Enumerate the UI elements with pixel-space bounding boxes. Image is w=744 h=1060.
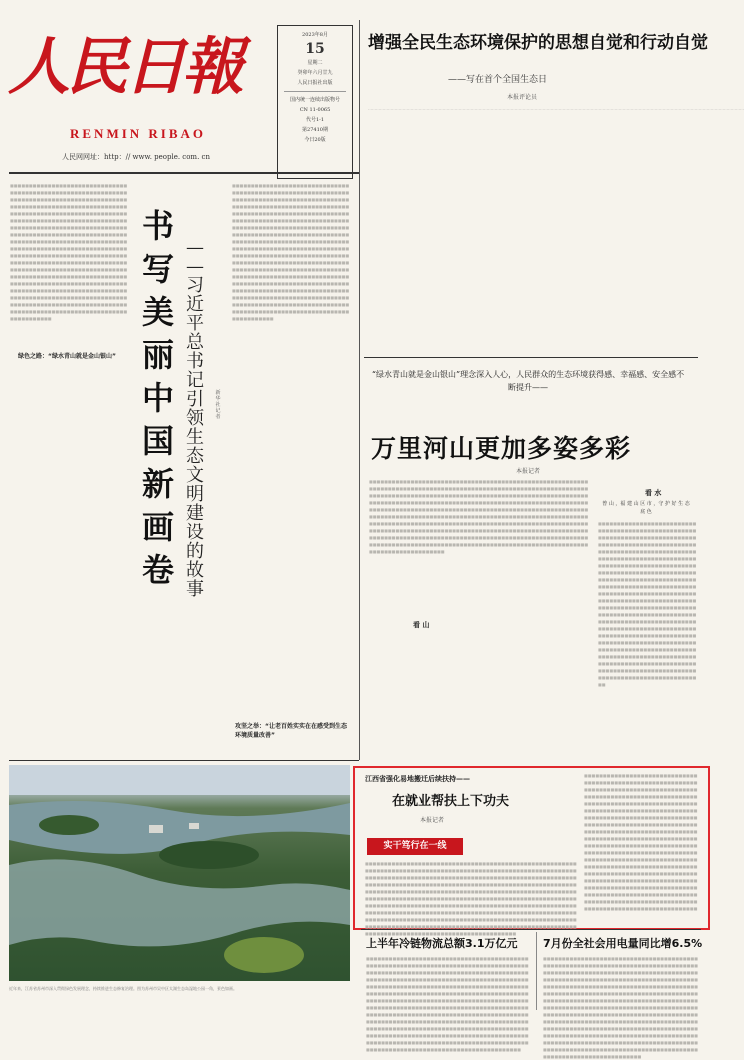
byline-char: 新 — [215, 390, 221, 396]
website-url: 人民网网址：http：// www. people. com. cn — [62, 153, 210, 161]
subtitle-char: 引 — [186, 389, 204, 410]
date-day: 15 — [305, 41, 325, 57]
subtitle-char: — — [186, 256, 204, 277]
subtitle-char: 事 — [186, 579, 204, 600]
article1-subtitle: ——写在首个全国生态日 — [448, 75, 548, 85]
date-code1: 国内统一连续出版物号 — [289, 97, 340, 103]
bottom-right-title: 7月份全社会用电量同比增6.5% — [543, 937, 703, 950]
byline-char: 者 — [215, 414, 221, 420]
title-char: 中 — [141, 379, 174, 417]
date-weekday: 星期二 — [307, 60, 323, 66]
title-char: 丽 — [141, 336, 174, 374]
photo-caption: 近年来，江苏省苏州市深入贯彻绿色发展理念，持续推进生态修复治理。图为苏州市吴中区太湖生态岛湿地公园一角，景色如画。 — [9, 986, 237, 991]
bottom-divider — [536, 932, 537, 1010]
article3-box-title: 看 水 — [645, 489, 662, 497]
subtitle-char: 平 — [186, 313, 204, 334]
column-divider — [359, 20, 360, 760]
subtitle-char: 习 — [186, 275, 204, 296]
bottom-right-body: ■■■■■■■■■■■■■■■■■■■■■■■■■■■■■■■■■■■■■■■■■■■■■■■■■■■■■■■■■■■■■■■■■■■■■■■■■■■■■■■■■■■■■■■■■■■■■■■■■■■■■■■■■■■■■■■■■■■■■■■■■■■■■■■■■■■■■■■■■■■■■■■■■■■■■■■■■■■■■■■■■■■■■■■■■■■■■■■■■■■■■■■■■■■■■■■■■■■■■■■■■■■■■■■■■■■■■■■■■■■■■■■■■■■■■■■■■■■■■■■■■■■■■■■■■■■■■■■■■■■■■■■■■■■■■■■■■■■■■■■■■■■■■■■■■■■■■■■■■■■■■■■■■■■■■■■■■■■■■■■■■■■■■■■■■■■■■■■■■■■■■■■■■■■■■■■■■■■■■■■■■■■■■■■■■■■■■■■■■■■■■■■■■■■■■■■■■■■■■■■■■■■■■■■■■■■■■■■■■■■■■■■■■■■■■■■■■■■■■■■■■■■■■■■■■■■■■■■■■■■■■■■■■■■■■■■■■■■■■■■■■■■■■■■■■■■■■■■■■■■■■■■■■■■■■■■■■■■■■■■■■■■■■■■■■■■■■■■■■■■■■■■■■■■■■■■■■■■■■■■■■■■■■■■■■■■■■■■■■■■■■■■■■■■■■■■■■■■■■■■■ — [543, 956, 698, 1059]
top-rule — [9, 172, 359, 174]
article3-box-body: ■■■■■■■■■■■■■■■■■■■■■■■■■■■■■■■■■■■■■■■■■■■■■■■■■■■■■■■■■■■■■■■■■■■■■■■■■■■■■■■■■■■■■■■■■■■■■■■■■■■■■■■■■■■■■■■■■■■■■■■■■■■■■■■■■■■■■■■■■■■■■■■■■■■■■■■■■■■■■■■■■■■■■■■■■■■■■■■■■■■■■■■■■■■■■■■■■■■■■■■■■■■■■■■■■■■■■■■■■■■■■■■■■■■■■■■■■■■■■■■■■■■■■■■■■■■■■■■■■■■■■■■■■■■■■■■■■■■■■■■■■■■■■■■■■■■■■■■■■■■■■■■■■■■■■■■■■■■■■■■■■■■■■■■■■■■■■■■■■■■■■■■■■■■■■■■■■■■■■■■■■■■■■■■■■■■■■■■■■■■■■■■■■■■■■■■■■■■■■■■■■■■■■■■■■■■■■■■■■■■■■■■■■■■■■■■■■■■■■■■■■■■■■■■■■■■■■■■■■■■■■■■■■■■■■■■■■■■■■■■■■■■■■■■■■■■■■■■■■■■■■■■■■■■■■■■■■■■■■■■■■■■■■■■■■■■■■■■■■■■■■■■■■■■■■■■■■■■■■■■■■■■■■■■■■■■■■■■■■■■■■■■■■■■■■■■■■■■■■■■■ — [598, 521, 697, 687]
article1-byline: 本报评论员 — [507, 94, 538, 101]
byline-char: 记 — [215, 408, 221, 414]
title-char: 卷 — [141, 551, 174, 589]
article3-sidebar-title: 看 山 — [413, 621, 430, 629]
article2-subtitle — [183, 238, 207, 599]
bottom-rule — [361, 929, 701, 930]
article1-rule — [364, 357, 698, 358]
article3-body: ■■■■■■■■■■■■■■■■■■■■■■■■■■■■■■■■■■■■■■■■■■■■■■■■■■■■■■■■■■■■■■■■■■■■■■■■■■■■■■■■■■■■■■■■■■■■■■■■■■■■■■■■■■■■■■■■■■■■■■■■■■■■■■■■■■■■■■■■■■■■■■■■■■■■■■■■■■■■■■■■■■■■■■■■■■■■■■■■■■■■■■■■■■■■■■■■■■■■■■■■■■■■■■■■■■■■■■■■■■■■■■■■■■■■■■■■■■■■■■■■■■■■■■■■■■■■■■■■■■■■■■■■■■■■■■■■■■■■■■■■■■■■■■■■■■■■■■■■■■■■■■■■■■■■■■■■■■■■■■■■■■■■■■■■■■■■■■■■■■■■■■■■■■■■■■■■■■■■■■■■■■■■■■■■■■■■■■■■■■■■■■■■■■■■■■■■■■■■■■■■■■■■■■■■■■■■■■■■■■■■■■■■■■■■■■■■■■■■■■■■■■■■■■■■■■■■■■■■■■■■■■■■■■■■■■■■■■■■■■■■■■■■■■■■■■■■■■■■■■■■■■■■■■■■■■■■■■■■■■■■■■■■■■■■■■■■■■■■■■■■■■■■■■■■■■■■■■■■■■■■■■■■■■■■■■■■■■■■■■■■■■■■■■■■■■■■■■■■■■■■ — [369, 479, 589, 554]
title-char: 画 — [141, 508, 174, 546]
subtitle-char: 明 — [186, 484, 204, 505]
subtitle-char: 设 — [186, 522, 204, 543]
date-publisher: 人民日报社出版 — [297, 80, 333, 86]
bottom-left-title: 上半年冷链物流总额3.1万亿元 — [366, 937, 518, 950]
byline-char: 社 — [215, 402, 221, 408]
subtitle-char: 生 — [186, 427, 204, 448]
masthead-logo: 人民日報 — [8, 30, 241, 103]
date-box — [277, 25, 353, 179]
subtitle-char: 故 — [186, 560, 204, 581]
article2-title — [138, 205, 178, 592]
article3-box-subtitle: 曾 山 ，福 建 山 区 市 ，守 护 好 生 态 底 色 — [602, 501, 690, 515]
date-code2: CN 11-0065 — [299, 107, 331, 113]
article2-rule — [9, 760, 359, 761]
article4-body: ■■■■■■■■■■■■■■■■■■■■■■■■■■■■■■■■■■■■■■■■■■■■■■■■■■■■■■■■■■■■■■■■■■■■■■■■■■■■■■■■■■■■■■■■■■■■■■■■■■■■■■■■■■■■■■■■■■■■■■■■■■■■■■■■■■■■■■■■■■■■■■■■■■■■■■■■■■■■■■■■■■■■■■■■■■■■■■■■■■■■■■■■■■■■■■■■■■■■■■■■■■■■■■■■■■■■■■■■■■■■■■■■■■■■■■■■■■■■■■■■■■■■■■■■■■■■■■■■■■■■■■■■■■■■■■■■■■■■■■■■■■■■■■■■■■■■■■■■■■■■■■■■■■■■■■■■■■■■■■■■■■■■■■■■■■■■■■■■■■■■■■■■■■■■■■■■■■■■■■■■■■■■■■■■■■■■■■■■■■■■■■■■■■■■■■■■■■■■■■■■■■■■■■■■■■■■■■■■■■■■■■■■■■■■■■■■■■■■■■■■■■■■■■■■■■■■■■■■■■■■■■■■■■■■■■■■■■■■■■■■■■■■■■■■■■■■■■■■■■■■■■■■■■■■■■■■■■■■■■■■■■■■■■■■■■■■■■■■■■■■■■■■■■■■■■■■■■■■■■■■■■■■■■■■■■■■■■■■■■■■■■■■■■■■■■■■■■■■■■■■ — [365, 861, 577, 936]
article3-title: 万里河山更加多姿多彩 — [371, 434, 632, 463]
date-issue-no: 第27410期 — [302, 127, 328, 133]
article4-byline: 本报记者 — [420, 817, 445, 824]
title-char: 新 — [141, 465, 174, 503]
title-char: 国 — [141, 422, 174, 460]
subtitle-char: 领 — [186, 408, 204, 429]
subtitle-char: 态 — [186, 446, 204, 467]
article2-body-col2: ■■■■■■■■■■■■■■■■■■■■■■■■■■■■■■■■■■■■■■■■■■■■■■■■■■■■■■■■■■■■■■■■■■■■■■■■■■■■■■■■■■■■■■■■■■■■■■■■■■■■■■■■■■■■■■■■■■■■■■■■■■■■■■■■■■■■■■■■■■■■■■■■■■■■■■■■■■■■■■■■■■■■■■■■■■■■■■■■■■■■■■■■■■■■■■■■■■■■■■■■■■■■■■■■■■■■■■■■■■■■■■■■■■■■■■■■■■■■■■■■■■■■■■■■■■■■■■■■■■■■■■■■■■■■■■■■■■■■■■■■■■■■■■■■■■■■■■■■■■■■■■■■■■■■■■■■■■■■■■■■■■■■■■■■■■■■■■■■■■■■■■■■■■■■■■■■■■■■■■■■■■■■■■■■■■■■■■■■■■■■■■■■■■■■■■■■■■■■■■■■■■■■■■■■■■■■■■■■■■■■■■■■■■■■■■■■■■■■■■■■■■■■■■■■■■■■■■■■■■■■■■■■■■■■■■■■■■■■■■■■■■■■■■■■■■■■■■■■■■■■■■■■■■■■■■■■■■■■■■■■■■■■■■■■■■■■■■■■■■■■■■■■■■■■■■■■■■■■■■■■■■■■■■■■■■■■■■■■■■■■■■■■■■■■■■■■■■■■■■■■ — [232, 183, 350, 321]
byline-char: 华 — [215, 396, 221, 402]
subtitle-char: — — [186, 237, 204, 258]
date-year-month: 2023年8月 — [302, 32, 328, 38]
title-char: 美 — [141, 293, 174, 331]
title-char: 写 — [141, 250, 174, 288]
date-pages: 今日20版 — [304, 137, 326, 143]
wetland-photo — [9, 765, 350, 981]
subtitle-char: 书 — [186, 351, 204, 372]
article4-label: 实干笃行在一线 — [367, 838, 463, 855]
subtitle-char: 文 — [186, 465, 204, 486]
subtitle-char: 近 — [186, 294, 204, 315]
article3-byline: 本报记者 — [516, 468, 541, 475]
subtitle-char: 的 — [186, 541, 204, 562]
article1-body: ………………………………………………………………………………………………………………………………………………………………………………………………………………………………………………………… — [368, 106, 744, 111]
article4-title: 在就业帮扶上下功夫 — [392, 794, 510, 809]
title-char: 书 — [141, 207, 174, 245]
article4-body-col2: ■■■■■■■■■■■■■■■■■■■■■■■■■■■■■■■■■■■■■■■■■■■■■■■■■■■■■■■■■■■■■■■■■■■■■■■■■■■■■■■■■■■■■■■■■■■■■■■■■■■■■■■■■■■■■■■■■■■■■■■■■■■■■■■■■■■■■■■■■■■■■■■■■■■■■■■■■■■■■■■■■■■■■■■■■■■■■■■■■■■■■■■■■■■■■■■■■■■■■■■■■■■■■■■■■■■■■■■■■■■■■■■■■■■■■■■■■■■■■■■■■■■■■■■■■■■■■■■■■■■■■■■■■■■■■■■■■■■■■■■■■■■■■■■■■■■■■■■■■■■■■■■■■■■■■■■■■■■■■■■■■■■■■■■■■■■■■■■■■■■■■■■■■■■■■■■■■■■■■■■■■■■■■■■■■■■■■■■■■■■■■■■■■■■■■■■■■■■■■■■■■■■■■■■■■■■■■■■■■■■■■■■■■■■■■■■■■■■■■■■■■■■■■■■■■■■■■■■■■■■■■■■■■■■■■■■■■■■■■■■■■■■■■■■■■■■■■■■■■■■■■■■■■■■■■■■■■■■■■■■■■■■■■■■■■■■■■■■■■■■■■■■■■■■■■■■■■■■■■■■■■■■■■■■■■■■■■■■■■■■■■■■■■■■■■■■■■■■■■■■■ — [584, 773, 698, 911]
date-issue: 代号1-1 — [305, 117, 325, 123]
article2-byline — [214, 390, 222, 420]
subtitle-char: 记 — [186, 370, 204, 391]
article2-body-col1: ■■■■■■■■■■■■■■■■■■■■■■■■■■■■■■■■■■■■■■■■■■■■■■■■■■■■■■■■■■■■■■■■■■■■■■■■■■■■■■■■■■■■■■■■■■■■■■■■■■■■■■■■■■■■■■■■■■■■■■■■■■■■■■■■■■■■■■■■■■■■■■■■■■■■■■■■■■■■■■■■■■■■■■■■■■■■■■■■■■■■■■■■■■■■■■■■■■■■■■■■■■■■■■■■■■■■■■■■■■■■■■■■■■■■■■■■■■■■■■■■■■■■■■■■■■■■■■■■■■■■■■■■■■■■■■■■■■■■■■■■■■■■■■■■■■■■■■■■■■■■■■■■■■■■■■■■■■■■■■■■■■■■■■■■■■■■■■■■■■■■■■■■■■■■■■■■■■■■■■■■■■■■■■■■■■■■■■■■■■■■■■■■■■■■■■■■■■■■■■■■■■■■■■■■■■■■■■■■■■■■■■■■■■■■■■■■■■■■■■■■■■■■■■■■■■■■■■■■■■■■■■■■■■■■■■■■■■■■■■■■■■■■■■■■■■■■■■■■■■■■■■■■■■■■■■■■■■■■■■■■■■■■■■■■■■■■■■■■■■■■■■■■■■■■■■■■■■■■■■■■■■■■■■■■■■■■■■■■■■■■■■■■■■■■■■■■■■■■■■■■ — [10, 183, 128, 321]
date-lunar: 癸卯年六月廿九 — [297, 70, 333, 76]
subtitle-char: 建 — [186, 503, 204, 524]
article2-section1: 绿色之路：“绿水青山就是金山银山” — [18, 353, 116, 360]
subtitle-char: 总 — [186, 332, 204, 353]
wetland-illustration — [9, 765, 350, 981]
article1-title: 增强全民生态环境保护的思想自觉和行动自觉 — [368, 33, 708, 53]
masthead-pinyin: RENMIN RIBAO — [70, 126, 207, 141]
article3-kicker: “绿水青山就是金山银山”理念深入人心，人民群众的生态环境获得感、幸福感、安全感不断提升—— — [371, 370, 685, 392]
article4-kicker: 江西省强化易地搬迁后续扶持—— — [365, 775, 470, 783]
bottom-left-body: ■■■■■■■■■■■■■■■■■■■■■■■■■■■■■■■■■■■■■■■■■■■■■■■■■■■■■■■■■■■■■■■■■■■■■■■■■■■■■■■■■■■■■■■■■■■■■■■■■■■■■■■■■■■■■■■■■■■■■■■■■■■■■■■■■■■■■■■■■■■■■■■■■■■■■■■■■■■■■■■■■■■■■■■■■■■■■■■■■■■■■■■■■■■■■■■■■■■■■■■■■■■■■■■■■■■■■■■■■■■■■■■■■■■■■■■■■■■■■■■■■■■■■■■■■■■■■■■■■■■■■■■■■■■■■■■■■■■■■■■■■■■■■■■■■■■■■■■■■■■■■■■■■■■■■■■■■■■■■■■■■■■■■■■■■■■■■■■■■■■■■■■■■■■■■■■■■■■■■■■■■■■■■■■■■■■■■■■■■■■■■■■■■■■■■■■■■■■■■■■■■■■■■■■■■■■■■■■■■■■■■■■■■■■■■■■■■■■■■■■■■■■■■■■■■■■■■■■■■■■■■■■■■■■■■■■■■■■■■■■■■■■■■■■■■■■■■■■■■■■■■■■■■■■■■■■■■■■■■■■■■■■■■■■■■■■■■■■■■■■■■■■■■■■■■■■■■■■■■■■■■■■■■■■■■■■■■■■■■■■■■■■■■■■■■■■■■■■■■■■■ — [366, 956, 529, 1052]
article2-section2: 攻坚之举：“让老百姓实实在在感受到生态环境质量改善” — [235, 723, 347, 739]
